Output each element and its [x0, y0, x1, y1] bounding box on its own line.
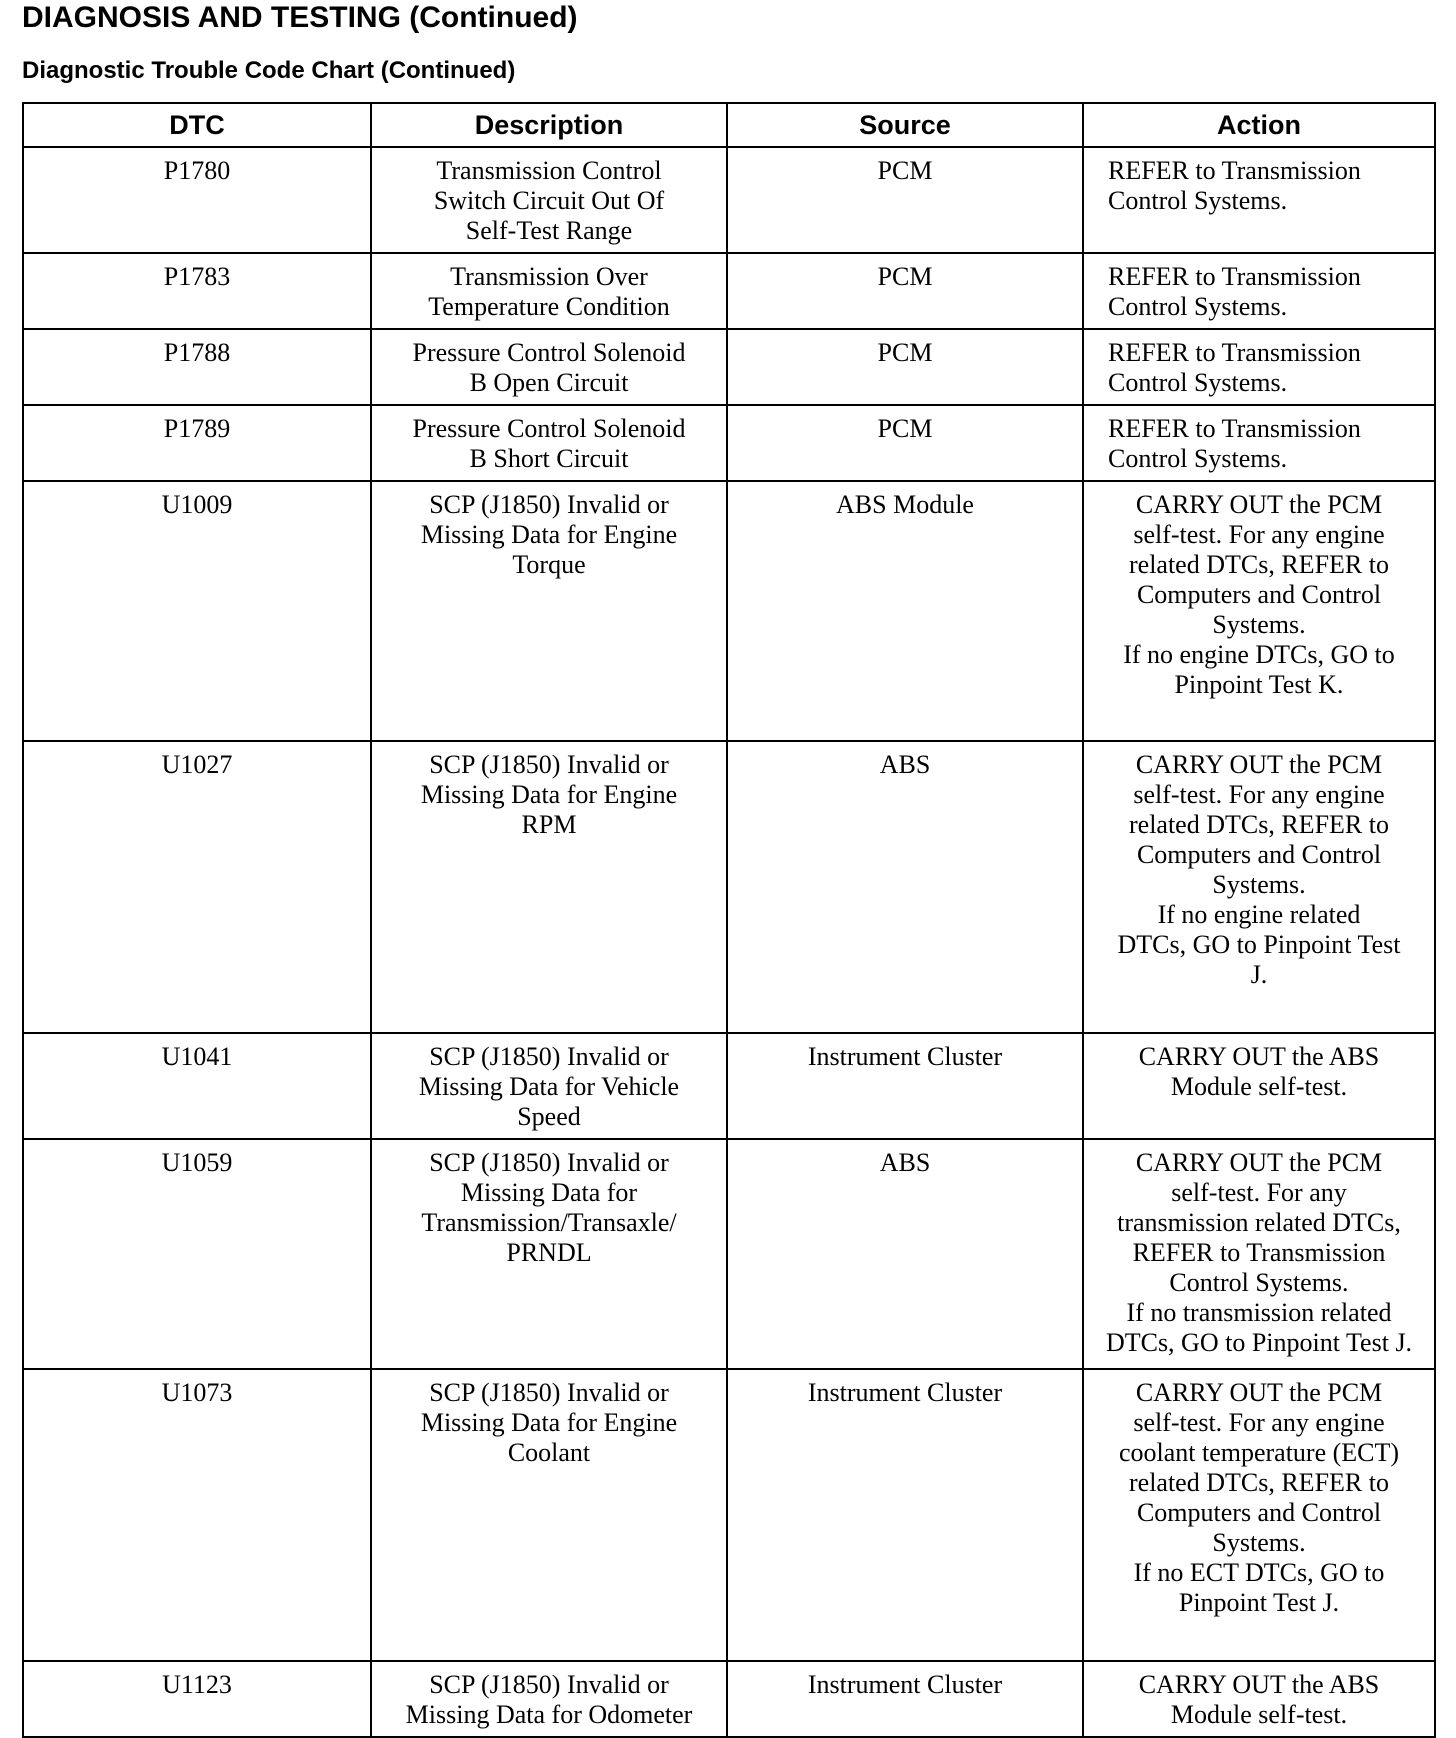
description-line: Temperature Condition [428, 292, 670, 321]
action-line: related DTCs, REFER to [1129, 810, 1389, 839]
table-row [23, 481, 1435, 741]
dtc-action [1083, 329, 1435, 405]
dtc-code: P1789 [23, 405, 371, 481]
table-row [23, 405, 1435, 481]
action-line: REFER to Transmission [1108, 414, 1361, 443]
action-line: Systems. [1212, 1528, 1306, 1557]
description-line: B Open Circuit [469, 368, 629, 397]
column-header-description: Description [371, 103, 727, 147]
dtc-action [1083, 1661, 1435, 1737]
dtc-action [1083, 147, 1435, 253]
action-line: CARRY OUT the PCM [1135, 1378, 1383, 1407]
table-row [23, 1661, 1435, 1737]
description-line: SCP (J1850) Invalid or [429, 1148, 669, 1177]
description-line: Missing Data for Vehicle [418, 1072, 680, 1101]
dtc-code: P1788 [23, 329, 371, 405]
action-line: self-test. For any engine [1133, 1408, 1385, 1437]
action-line: REFER to Transmission [1108, 262, 1361, 291]
action-line: self-test. For any engine [1133, 520, 1385, 549]
action-line: coolant temperature (ECT) [1118, 1438, 1400, 1467]
description-line: Speed [517, 1102, 581, 1131]
column-header-action: Action [1083, 103, 1435, 147]
table-row [23, 1139, 1435, 1369]
action-line: If no engine DTCs, GO to [1123, 640, 1395, 669]
description-line: Missing Data for Odometer [405, 1700, 693, 1729]
table-row [23, 1369, 1435, 1661]
dtc-table [22, 102, 1436, 1738]
description-line: Pressure Control Solenoid [412, 414, 686, 443]
action-line: Computers and Control [1136, 840, 1382, 869]
dtc-action [1083, 481, 1435, 741]
dtc-action [1083, 253, 1435, 329]
action-line: REFER to Transmission [1132, 1238, 1386, 1267]
action-line: Pinpoint Test K. [1174, 670, 1344, 699]
dtc-source: ABS [727, 1139, 1083, 1369]
action-line: REFER to Transmission [1108, 338, 1361, 367]
description-line: Missing Data for Engine [420, 780, 678, 809]
table-header-row [23, 103, 1435, 147]
dtc-action [1083, 1139, 1435, 1369]
table-row [23, 741, 1435, 1033]
description-line: Self-Test Range [465, 216, 633, 245]
action-line: If no engine related [1157, 900, 1361, 929]
action-line: CARRY OUT the PCM [1135, 490, 1383, 519]
dtc-source: PCM [727, 405, 1083, 481]
dtc-source: PCM [727, 253, 1083, 329]
action-line: Systems. [1212, 610, 1306, 639]
dtc-action [1083, 1033, 1435, 1139]
description-line: Transmission Control [436, 156, 662, 185]
action-line: CARRY OUT the ABS [1138, 1670, 1380, 1699]
action-line: If no transmission related [1126, 1298, 1392, 1327]
description-line: Transmission Over [450, 262, 648, 291]
dtc-description [371, 405, 727, 481]
action-line: transmission related DTCs, [1117, 1208, 1401, 1237]
dtc-description [371, 481, 727, 741]
table-row [23, 147, 1435, 253]
action-line: Module self-test. [1170, 1072, 1348, 1101]
description-line: SCP (J1850) Invalid or [429, 490, 669, 519]
dtc-action [1083, 741, 1435, 1033]
dtc-source: Instrument Cluster [727, 1661, 1083, 1737]
column-header-source: Source [727, 103, 1083, 147]
action-line: J. [1250, 960, 1268, 989]
description-line: Torque [512, 550, 586, 579]
dtc-action [1083, 405, 1435, 481]
table-row [23, 329, 1435, 405]
description-line: RPM [521, 810, 577, 839]
description-line: Coolant [507, 1438, 591, 1467]
description-line: Transmission/Transaxle/ [421, 1208, 677, 1237]
action-line: DTCs, GO to Pinpoint Test [1117, 930, 1401, 959]
action-line: Control Systems. [1108, 368, 1288, 397]
action-line: Computers and Control [1136, 580, 1382, 609]
action-line: self-test. For any [1171, 1178, 1347, 1207]
action-line: Pinpoint Test J. [1178, 1588, 1340, 1617]
dtc-source: ABS [727, 741, 1083, 1033]
dtc-source: ABS Module [727, 481, 1083, 741]
action-line: Module self-test. [1170, 1700, 1348, 1729]
description-line: SCP (J1850) Invalid or [429, 1042, 669, 1071]
action-line: DTCs, GO to Pinpoint Test J. [1105, 1328, 1413, 1357]
description-line: PRNDL [506, 1238, 592, 1267]
description-line: Missing Data for [460, 1178, 638, 1207]
dtc-code: U1123 [23, 1661, 371, 1737]
dtc-description [371, 329, 727, 405]
dtc-source: Instrument Cluster [727, 1369, 1083, 1661]
table-body [23, 147, 1435, 1737]
column-header-dtc: DTC [23, 103, 371, 147]
dtc-description [371, 741, 727, 1033]
description-line: Missing Data for Engine [420, 520, 678, 549]
action-line: Computers and Control [1136, 1498, 1382, 1527]
action-line: REFER to Transmission [1108, 156, 1361, 185]
dtc-description [371, 1661, 727, 1737]
description-line: SCP (J1850) Invalid or [429, 1670, 669, 1699]
chart-subtitle: Diagnostic Trouble Code Chart (Continued) [22, 57, 516, 84]
table-row [23, 253, 1435, 329]
action-line: Control Systems. [1108, 292, 1288, 321]
action-line: CARRY OUT the ABS [1138, 1042, 1380, 1071]
dtc-code: P1780 [23, 147, 371, 253]
action-line: CARRY OUT the PCM [1135, 1148, 1383, 1177]
action-line: CARRY OUT the PCM [1135, 750, 1383, 779]
dtc-code: U1009 [23, 481, 371, 741]
action-line: Control Systems. [1169, 1268, 1349, 1297]
description-line: B Short Circuit [469, 444, 629, 473]
dtc-code: U1041 [23, 1033, 371, 1139]
dtc-code: U1027 [23, 741, 371, 1033]
description-line: Pressure Control Solenoid [412, 338, 686, 367]
dtc-action [1083, 1369, 1435, 1661]
action-line: Control Systems. [1108, 186, 1288, 215]
dtc-description [371, 1369, 727, 1661]
dtc-code: U1059 [23, 1139, 371, 1369]
action-line: Control Systems. [1108, 444, 1288, 473]
description-line: SCP (J1850) Invalid or [429, 750, 669, 779]
action-line: If no ECT DTCs, GO to [1133, 1558, 1385, 1587]
dtc-description [371, 253, 727, 329]
dtc-code: P1783 [23, 253, 371, 329]
page-title: DIAGNOSIS AND TESTING (Continued) [22, 1, 578, 34]
dtc-description [371, 147, 727, 253]
action-line: related DTCs, REFER to [1129, 550, 1389, 579]
description-line: Switch Circuit Out Of [433, 186, 665, 215]
dtc-source: PCM [727, 147, 1083, 253]
table-row [23, 1033, 1435, 1139]
dtc-description [371, 1139, 727, 1369]
dtc-description [371, 1033, 727, 1139]
dtc-source: PCM [727, 329, 1083, 405]
description-line: SCP (J1850) Invalid or [429, 1378, 669, 1407]
dtc-code: U1073 [23, 1369, 371, 1661]
action-line: self-test. For any engine [1133, 780, 1385, 809]
action-line: Systems. [1212, 870, 1306, 899]
dtc-source: Instrument Cluster [727, 1033, 1083, 1139]
description-line: Missing Data for Engine [420, 1408, 678, 1437]
action-line: related DTCs, REFER to [1129, 1468, 1389, 1497]
